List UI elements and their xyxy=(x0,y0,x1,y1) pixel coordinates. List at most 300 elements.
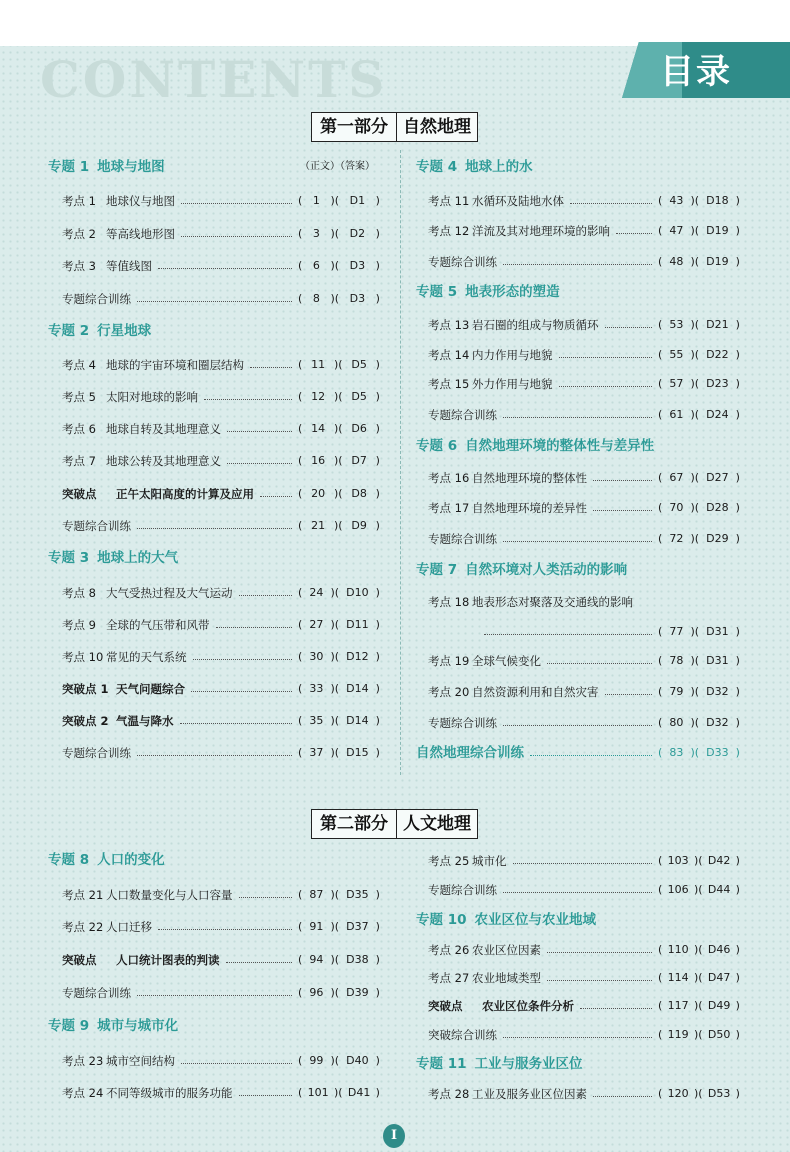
note-daan: （答案） xyxy=(340,161,375,172)
row-code: 考点 5 xyxy=(62,390,96,404)
row-page: 72 xyxy=(669,532,684,545)
dot-leader xyxy=(605,694,653,695)
topic-number: 专题 9 xyxy=(48,1018,90,1034)
row-title: 常见的天气系统 xyxy=(106,650,187,664)
row-page: 30 xyxy=(309,650,324,663)
toc-row[interactable]: 考点 6 地球自转及其地理意义 ( 14 )( D6 ) xyxy=(62,422,380,436)
toc-row[interactable]: 考点 14 内力作用与地貌 ( 55 )( D22 ) xyxy=(428,348,740,362)
toc-row[interactable]: 考点 11 水循环及陆地水体 ( 43 )( D18 ) xyxy=(428,194,740,208)
row-answer: D38 xyxy=(346,953,369,966)
row-title: 专题综合训练 xyxy=(428,408,497,422)
column-divider xyxy=(400,150,401,775)
toc-row[interactable]: 考点 25 城市化 ( 103 )( D42 ) xyxy=(428,854,740,868)
row-title: 气温与降水 xyxy=(116,714,174,728)
row-answer: D19 xyxy=(706,224,729,237)
topic-4[interactable] xyxy=(416,158,533,176)
toc-row-continued[interactable]: ( 77 )( D31 ) xyxy=(484,623,740,641)
dot-leader xyxy=(239,595,293,596)
topic-title: 地球与地图 xyxy=(97,159,165,175)
toc-row-review[interactable]: 突破综合训练 ( 119 )( D50 ) xyxy=(428,1028,740,1042)
row-code: 考点 28 xyxy=(428,1087,470,1101)
row-title: 工业及服务业区位因素 xyxy=(472,1087,587,1101)
toc-row-breakthrough[interactable]: 突破点 农业区位条件分析 ( 117 )( D49 ) xyxy=(428,999,740,1013)
row-code: 考点 15 xyxy=(428,377,470,391)
row-title: 农业区位因素 xyxy=(472,943,541,957)
dot-leader xyxy=(227,431,292,432)
row-page: 120 xyxy=(667,1087,689,1100)
row-page: 103 xyxy=(667,854,689,867)
dot-leader xyxy=(547,952,652,953)
row-code: 考点 2 xyxy=(62,227,96,241)
toc-row-review[interactable]: 专题综合训练 ( 48 )( D19 ) xyxy=(428,255,740,269)
dot-leader xyxy=(180,723,293,724)
row-page: 83 xyxy=(669,746,684,759)
page-number: I xyxy=(383,1124,405,1148)
dot-leader xyxy=(593,1096,652,1097)
row-page: 91 xyxy=(309,920,324,933)
toc-row[interactable]: 考点 21 人口数量变化与人口容量 ( 87 )( D35 ) xyxy=(62,888,380,902)
dot-leader xyxy=(580,1008,652,1009)
topic-9[interactable] xyxy=(48,1017,178,1035)
toc-row[interactable]: 考点 22 人口迁移 ( 91 )( D37 ) xyxy=(62,920,380,934)
row-title: 专题综合训练 xyxy=(62,292,131,306)
row-title: 人口统计图表的判读 xyxy=(116,953,220,967)
row-title: 人口迁移 xyxy=(106,920,152,934)
row-code: 考点 20 xyxy=(428,685,470,699)
row-answer: D29 xyxy=(706,532,729,545)
row-page: 27 xyxy=(309,618,324,631)
row-title: 地球自转及其地理意义 xyxy=(106,422,221,436)
toc-row[interactable]: 考点 24 不同等级城市的服务功能 ( 101 )( D41 ) xyxy=(62,1086,380,1100)
dot-leader xyxy=(137,995,292,996)
row-answer: D32 xyxy=(706,685,729,698)
row-title: 地表形态对聚落及交通线的影响 xyxy=(472,595,633,609)
row-title: 专题综合训练 xyxy=(428,532,497,546)
row-page: 80 xyxy=(669,716,684,729)
row-title: 专题综合训练 xyxy=(428,716,497,730)
dot-leader xyxy=(547,980,652,981)
row-code: 考点 17 xyxy=(428,501,470,515)
dot-leader xyxy=(530,755,652,756)
dot-leader xyxy=(559,386,653,387)
row-answer: D47 xyxy=(707,971,731,984)
dot-leader xyxy=(570,203,652,204)
row-page: 53 xyxy=(669,318,684,331)
row-page: 20 xyxy=(311,487,326,500)
row-title: 全球气候变化 xyxy=(472,654,541,668)
dot-leader xyxy=(250,367,292,368)
row-code: 考点 12 xyxy=(428,224,470,238)
row-title: 大气受热过程及大气运动 xyxy=(106,586,233,600)
topic-title: 地球上的大气 xyxy=(97,550,179,566)
toc-row-review[interactable]: 专题综合训练 ( 21 )( D9 ) xyxy=(62,519,380,533)
row-title: 农业地域类型 xyxy=(472,971,541,985)
topic-number: 专题 7 xyxy=(416,562,458,578)
row-answer: D50 xyxy=(707,1028,731,1041)
toc-row[interactable]: 考点 23 城市空间结构 ( 99 )( D40 ) xyxy=(62,1054,380,1068)
topic-number: 专题 4 xyxy=(416,159,458,175)
toc-row[interactable]: 考点 7 地球公转及其地理意义 ( 16 )( D7 ) xyxy=(62,454,380,468)
dot-leader xyxy=(503,264,652,265)
dot-leader xyxy=(503,1037,652,1038)
row-answer: D3 xyxy=(349,259,366,272)
toc-row[interactable] xyxy=(428,593,740,611)
row-title: 突破综合训练 xyxy=(428,1028,497,1042)
row-code: 考点 23 xyxy=(62,1054,104,1068)
row-code: 考点 21 xyxy=(62,888,104,902)
row-code: 考点 26 xyxy=(428,943,470,957)
row-answer: D2 xyxy=(349,227,366,240)
row-answer: D7 xyxy=(351,454,367,467)
part1-heading xyxy=(311,112,478,142)
row-title: 正午太阳高度的计算及应用 xyxy=(116,487,254,501)
dot-leader xyxy=(181,1063,292,1064)
column-notes xyxy=(300,158,375,176)
row-page: 61 xyxy=(669,408,684,421)
toc-row[interactable]: 考点 2 等高线地形图 ( 3 )( D2 ) xyxy=(62,227,380,241)
toc-row-breakthrough[interactable]: 突破点 人口统计图表的判读 ( 94 )( D38 ) xyxy=(62,953,380,967)
topic-title: 工业与服务业区位 xyxy=(474,1056,583,1072)
row-title: 外力作用与地貌 xyxy=(472,377,553,391)
row-title: 专题综合训练 xyxy=(428,255,497,269)
row-title: 专题综合训练 xyxy=(428,883,497,897)
row-answer: D32 xyxy=(706,716,729,729)
row-answer: D33 xyxy=(706,746,729,759)
toc-row-breakthrough[interactable]: 突破点 2 气温与降水 ( 35 )( D14 ) xyxy=(62,714,380,728)
toc-row-review[interactable]: 专题综合训练 ( 61 )( D24 ) xyxy=(428,408,740,422)
dot-leader xyxy=(216,627,293,628)
row-page: 106 xyxy=(667,883,689,896)
row-page: 114 xyxy=(667,971,689,984)
row-code: 考点 16 xyxy=(428,471,470,485)
row-code: 突破点 xyxy=(62,487,97,501)
row-page: 21 xyxy=(311,519,326,532)
row-page: 101 xyxy=(307,1086,329,1099)
dot-leader xyxy=(226,962,293,963)
toc-row-review[interactable]: 专题综合训练 ( 96 )( D39 ) xyxy=(62,986,380,1000)
topic-number: 专题 2 xyxy=(48,323,90,339)
toc-row[interactable]: 考点 16 自然地理环境的整体性 ( 67 )( D27 ) xyxy=(428,471,740,485)
toc-row[interactable]: 考点 5 太阳对地球的影响 ( 12 )( D5 ) xyxy=(62,390,380,404)
row-answer: D18 xyxy=(706,194,729,207)
row-page: 78 xyxy=(669,654,684,667)
toc-row-review[interactable]: 专题综合训练 ( 8 )( D3 ) xyxy=(62,292,380,306)
row-answer: D46 xyxy=(707,943,731,956)
dot-leader xyxy=(616,233,652,234)
topic-number: 专题 8 xyxy=(48,852,90,868)
row-page: 47 xyxy=(669,224,684,237)
row-answer: D49 xyxy=(707,999,731,1012)
topic-7[interactable] xyxy=(416,561,627,579)
row-answer: D53 xyxy=(707,1087,731,1100)
dot-leader xyxy=(239,897,293,898)
dot-leader xyxy=(204,399,292,400)
part2-label: 第二部分 xyxy=(312,810,397,838)
note-zhengwen: （正文） xyxy=(300,161,340,172)
top-margin xyxy=(0,0,790,46)
topic-10[interactable] xyxy=(416,911,596,929)
row-title: 洋流及其对地理环境的影响 xyxy=(472,224,610,238)
row-title: 水循环及陆地水体 xyxy=(472,194,564,208)
dot-leader xyxy=(593,480,652,481)
row-code: 考点 3 xyxy=(62,259,96,273)
row-title: 地球的宇宙环境和圈层结构 xyxy=(106,358,244,372)
dot-leader xyxy=(593,510,652,511)
toc-row[interactable]: 考点 4 地球的宇宙环境和圈层结构 ( 11 )( D5 ) xyxy=(62,358,380,372)
row-answer: D5 xyxy=(351,358,367,371)
row-answer: D44 xyxy=(707,883,731,896)
row-page: 67 xyxy=(669,471,684,484)
row-title: 等值线图 xyxy=(106,259,152,273)
row-title: 专题综合训练 xyxy=(62,746,131,760)
row-answer: D41 xyxy=(347,1086,371,1099)
row-page: 119 xyxy=(667,1028,689,1041)
part1-label: 第一部分 xyxy=(312,113,397,141)
row-title: 等高线地形图 xyxy=(106,227,175,241)
dot-leader xyxy=(227,463,292,464)
row-page: 79 xyxy=(669,685,684,698)
toc-row[interactable]: 考点 19 全球气候变化 ( 78 )( D31 ) xyxy=(428,654,740,668)
topic-title: 地表形态的塑造 xyxy=(465,284,560,300)
topic-title: 人口的变化 xyxy=(97,852,165,868)
row-title: 内力作用与地貌 xyxy=(472,348,553,362)
row-code: 考点 25 xyxy=(428,854,470,868)
toc-row[interactable]: 考点 3 等值线图 ( 6 )( D3 ) xyxy=(62,259,380,273)
toc-row[interactable]: 考点 26 农业区位因素 ( 110 )( D46 ) xyxy=(428,943,740,957)
toc-row[interactable]: 考点 17 自然地理环境的差异性 ( 70 )( D28 ) xyxy=(428,501,740,515)
row-code: 考点 18 xyxy=(428,595,470,609)
dot-leader xyxy=(158,929,292,930)
row-code: 突破点 xyxy=(62,953,97,967)
dot-leader xyxy=(191,691,292,692)
row-answer: D39 xyxy=(346,986,369,999)
toc-row[interactable]: 考点 20 自然资源利用和自然灾害 ( 79 )( D32 ) xyxy=(428,685,740,699)
topic-6[interactable] xyxy=(416,437,654,455)
dot-leader xyxy=(503,541,652,542)
row-page: 16 xyxy=(311,454,326,467)
row-title: 地球公转及其地理意义 xyxy=(106,454,221,468)
dot-leader xyxy=(137,528,292,529)
toc-row[interactable]: 考点 8 大气受热过程及大气运动 ( 24 )( D10 ) xyxy=(62,586,380,600)
row-answer: D14 xyxy=(346,682,369,695)
row-page: 8 xyxy=(312,292,320,305)
row-code: 考点 14 xyxy=(428,348,470,362)
toc-row-review[interactable]: 专题综合训练 ( 106 )( D44 ) xyxy=(428,883,740,897)
topic-2[interactable] xyxy=(48,322,151,340)
row-title: 自然资源利用和自然灾害 xyxy=(472,685,599,699)
row-answer: D12 xyxy=(346,650,369,663)
topic-number: 专题 3 xyxy=(48,550,90,566)
dot-leader xyxy=(503,725,652,726)
row-page: 37 xyxy=(309,746,324,759)
row-answer: D11 xyxy=(346,618,369,631)
toc-row[interactable]: 考点 27 农业地域类型 ( 114 )( D47 ) xyxy=(428,971,740,985)
row-answer: D40 xyxy=(346,1054,369,1067)
toc-row[interactable]: 考点 12 洋流及其对地理环境的影响 ( 47 )( D19 ) xyxy=(428,224,740,238)
row-answer: D27 xyxy=(706,471,729,484)
toc-row-breakthrough[interactable]: 突破点 1 天气问题综合 ( 33 )( D14 ) xyxy=(62,682,380,696)
dot-leader xyxy=(158,268,292,269)
row-code: 考点 7 xyxy=(62,454,96,468)
topic-number: 专题 10 xyxy=(416,912,467,928)
row-title: 城市化 xyxy=(472,854,507,868)
row-answer: D21 xyxy=(706,318,729,331)
topic-5[interactable] xyxy=(416,283,560,301)
row-title: 太阳对地球的影响 xyxy=(106,390,198,404)
topic-title: 自然环境对人类活动的影响 xyxy=(465,562,628,578)
mulu-title: 目录 xyxy=(660,52,732,92)
row-page: 94 xyxy=(309,953,324,966)
row-title: 岩石圈的组成与物质循环 xyxy=(472,318,599,332)
row-page: 1 xyxy=(312,194,320,207)
row-answer: D31 xyxy=(706,654,729,667)
row-code: 考点 27 xyxy=(428,971,470,985)
topic-number: 专题 5 xyxy=(416,284,458,300)
row-page: 14 xyxy=(311,422,326,435)
row-answer: D24 xyxy=(706,408,729,421)
row-page: 99 xyxy=(309,1054,324,1067)
row-title: 全球的气压带和风带 xyxy=(106,618,210,632)
dot-leader xyxy=(547,663,652,664)
row-page: 35 xyxy=(309,714,324,727)
row-page: 6 xyxy=(312,259,320,272)
row-page: 48 xyxy=(669,255,684,268)
row-code: 考点 13 xyxy=(428,318,470,332)
row-page: 117 xyxy=(667,999,689,1012)
topic-title: 农业区位与农业地域 xyxy=(474,912,596,928)
row-page: 24 xyxy=(309,586,324,599)
row-title: 专题综合训练 xyxy=(62,986,131,1000)
topic-3[interactable] xyxy=(48,549,178,567)
topic-number: 专题 1 xyxy=(48,159,90,175)
dot-leader xyxy=(181,203,292,204)
row-title: 天气问题综合 xyxy=(116,682,185,696)
row-title: 人口数量变化与人口容量 xyxy=(106,888,233,902)
row-code: 考点 19 xyxy=(428,654,470,668)
dot-leader xyxy=(559,357,653,358)
row-title: 自然地理环境的差异性 xyxy=(472,501,587,515)
toc-row[interactable]: 考点 1 地球仪与地图 ( 1 )( D1 ) xyxy=(62,194,380,208)
toc-row-review[interactable]: 专题综合训练 ( 72 )( D29 ) xyxy=(428,532,740,546)
row-page: 57 xyxy=(669,377,684,390)
row-answer: D14 xyxy=(346,714,369,727)
toc-row[interactable]: 考点 15 外力作用与地貌 ( 57 )( D23 ) xyxy=(428,377,740,391)
row-title: 不同等级城市的服务功能 xyxy=(106,1086,233,1100)
row-code: 考点 4 xyxy=(62,358,96,372)
row-code: 考点 6 xyxy=(62,422,96,436)
topic-title: 行星地球 xyxy=(97,323,152,339)
row-code: 考点 9 xyxy=(62,618,96,632)
row-page: 87 xyxy=(309,888,324,901)
dot-leader xyxy=(137,755,292,756)
row-answer: D3 xyxy=(349,292,366,305)
toc-row-natural-geo-review[interactable]: 自然地理综合训练 ( 83 )( D33 ) xyxy=(416,745,740,761)
row-answer: D10 xyxy=(346,586,369,599)
toc-row[interactable]: 考点 9 全球的气压带和风带 ( 27 )( D11 ) xyxy=(62,618,380,632)
toc-row[interactable]: 考点 10 常见的天气系统 ( 30 )( D12 ) xyxy=(62,650,380,664)
toc-row-review[interactable]: 专题综合训练 ( 37 )( D15 ) xyxy=(62,746,380,760)
row-answer: D35 xyxy=(346,888,369,901)
row-title: 自然地理环境的整体性 xyxy=(472,471,587,485)
row-answer: D6 xyxy=(351,422,367,435)
row-code: 突破点 xyxy=(428,999,463,1013)
row-page: 11 xyxy=(311,358,326,371)
row-page: 55 xyxy=(669,348,684,361)
toc-row[interactable]: 考点 13 岩石圈的组成与物质循环 ( 53 )( D21 ) xyxy=(428,318,740,332)
topic-8[interactable] xyxy=(48,851,165,869)
toc-row[interactable]: 考点 28 工业及服务业区位因素 ( 120 )( D53 ) xyxy=(428,1087,740,1101)
dot-leader xyxy=(239,1095,293,1096)
row-code: 考点 8 xyxy=(62,586,96,600)
row-answer: D37 xyxy=(346,920,369,933)
row-answer: D15 xyxy=(346,746,369,759)
topic-title: 自然地理环境的整体性与差异性 xyxy=(465,438,655,454)
contents-watermark: CONTENTS xyxy=(40,50,388,109)
row-page: 77 xyxy=(669,625,684,638)
row-title: 地球仪与地图 xyxy=(106,194,175,208)
row-page: 3 xyxy=(312,227,320,240)
topic-title: 城市与城市化 xyxy=(97,1018,179,1034)
row-code: 考点 1 xyxy=(62,194,96,208)
row-answer: D42 xyxy=(707,854,731,867)
row-title: 专题综合训练 xyxy=(62,519,131,533)
row-code: 突破点 1 xyxy=(62,682,109,696)
row-answer: D1 xyxy=(349,194,366,207)
row-title: 城市空间结构 xyxy=(106,1054,175,1068)
row-answer: D5 xyxy=(351,390,367,403)
row-code: 考点 24 xyxy=(62,1086,104,1100)
row-answer: D8 xyxy=(351,487,367,500)
row-answer: D9 xyxy=(351,519,367,532)
row-answer: D23 xyxy=(706,377,729,390)
dot-leader xyxy=(181,236,292,237)
row-code: 考点 11 xyxy=(428,194,470,208)
row-answer: D19 xyxy=(706,255,729,268)
part1-title: 自然地理 xyxy=(403,117,471,137)
dot-leader xyxy=(260,496,292,497)
toc-row-breakthrough[interactable]: 突破点 正午太阳高度的计算及应用 ( 20 )( D8 ) xyxy=(62,487,380,501)
part2-heading xyxy=(311,809,478,839)
topic-number: 专题 11 xyxy=(416,1056,467,1072)
row-page: 96 xyxy=(309,986,324,999)
row-page: 43 xyxy=(669,194,684,207)
row-page: 33 xyxy=(309,682,324,695)
row-code: 突破点 2 xyxy=(62,714,109,728)
part2-title: 人文地理 xyxy=(403,814,471,834)
dot-leader xyxy=(484,634,652,635)
dot-leader xyxy=(503,892,652,893)
row-code: 考点 22 xyxy=(62,920,104,934)
row-page: 12 xyxy=(311,390,326,403)
dot-leader xyxy=(137,301,292,302)
toc-row-review[interactable]: 专题综合训练 ( 80 )( D32 ) xyxy=(428,716,740,730)
row-answer: D28 xyxy=(706,501,729,514)
row-answer: D31 xyxy=(706,625,729,638)
dot-leader xyxy=(605,327,653,328)
row-code: 考点 10 xyxy=(62,650,104,664)
topic-1[interactable] xyxy=(48,158,165,176)
dot-leader xyxy=(193,659,293,660)
row-answer: D22 xyxy=(706,348,729,361)
row-page: 70 xyxy=(669,501,684,514)
dot-leader xyxy=(513,863,653,864)
topic-number: 专题 6 xyxy=(416,438,458,454)
topic-11[interactable] xyxy=(416,1055,583,1073)
row-page: 110 xyxy=(667,943,689,956)
topic-title: 地球上的水 xyxy=(465,159,533,175)
row-title: 农业区位条件分析 xyxy=(482,999,574,1013)
dot-leader xyxy=(503,417,652,418)
